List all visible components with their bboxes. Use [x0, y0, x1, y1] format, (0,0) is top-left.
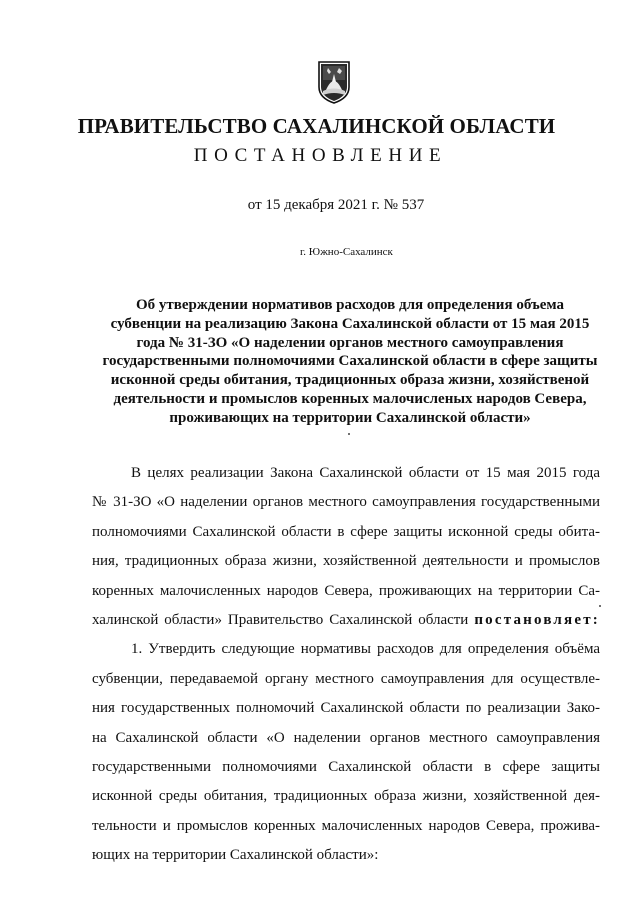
document-body: [92, 459, 600, 870]
document-type: ПОСТАНОВЛЕНИЕ: [193, 145, 448, 166]
document-date-number: от 15 декабря 2021 г. № 537: [247, 197, 425, 213]
title-line: государственными полномочиями Сахалинской области в сфере защиты: [102, 353, 598, 370]
preamble-line: коренных малочисленных народов Севера, проживающих на территории Са-: [92, 582, 600, 599]
document-title: [90, 296, 610, 428]
scan-speck: [348, 433, 350, 435]
clause-line: на Сахалинской области «О наделении органов местного самоуправления: [92, 729, 600, 746]
clause-line: 1. Утвердить следующие нормативы расходов для определения объёма: [131, 641, 600, 658]
coat-of-arms-icon: [317, 60, 351, 104]
clause-line: исконной среды обитания, традиционных образа жизни, хозяйственной дея-: [92, 788, 600, 805]
title-line: субвенции на реализацию Закона Сахалинской области от 15 мая 2015: [110, 315, 590, 332]
clause-line: государственными полномочиями Сахалинской области в сфере защиты: [92, 758, 600, 775]
clause-line: тельности и промыслов коренных малочисленных народов Севера, прожива-: [92, 817, 600, 834]
preamble-line: № 31-ЗО «О наделении органов местного самоуправления государственными: [92, 494, 600, 511]
title-line: проживающих на территории Сахалинской области»: [169, 409, 531, 426]
preamble-last-line: [92, 606, 600, 635]
organization-title: ПРАВИТЕЛЬСТВО САХАЛИНСКОЙ ОБЛАСТИ: [77, 114, 556, 138]
preamble-line: полномочиями Сахалинской области в сфере защиты исконной среды обита-: [92, 523, 600, 540]
title-line: года № 31-ЗО «О наделении органов местного самоуправления: [136, 334, 564, 351]
clause-line: субвенции, передаваемой органу местного самоуправления для осуществле-: [92, 670, 600, 687]
title-line: деятельности и промыслов коренных малочисленых народов Севера,: [113, 390, 587, 407]
resolves-keyword: постановляет:: [474, 611, 600, 628]
preamble-line-text: халинской области» Правительство Сахалинской области: [92, 611, 469, 628]
clause-line: ния государственных полномочий Сахалинской области по реализации Зако-: [92, 700, 600, 717]
title-line: исконной среды обитания, традиционных образа жизни, хозяйственой: [110, 372, 590, 389]
document-city: г. Южно-Сахалинск: [300, 246, 393, 258]
preamble-line: В целях реализации Закона Сахалинской области от 15 мая 2015 года: [131, 465, 600, 481]
title-line: Об утверждении нормативов расходов для определения объема: [136, 297, 564, 313]
clause-line: ющих на территории Сахалинской области»:: [92, 847, 379, 864]
preamble-line: ния, традиционных образа жизни, хозяйственной деятельности и промыслов: [92, 553, 600, 570]
